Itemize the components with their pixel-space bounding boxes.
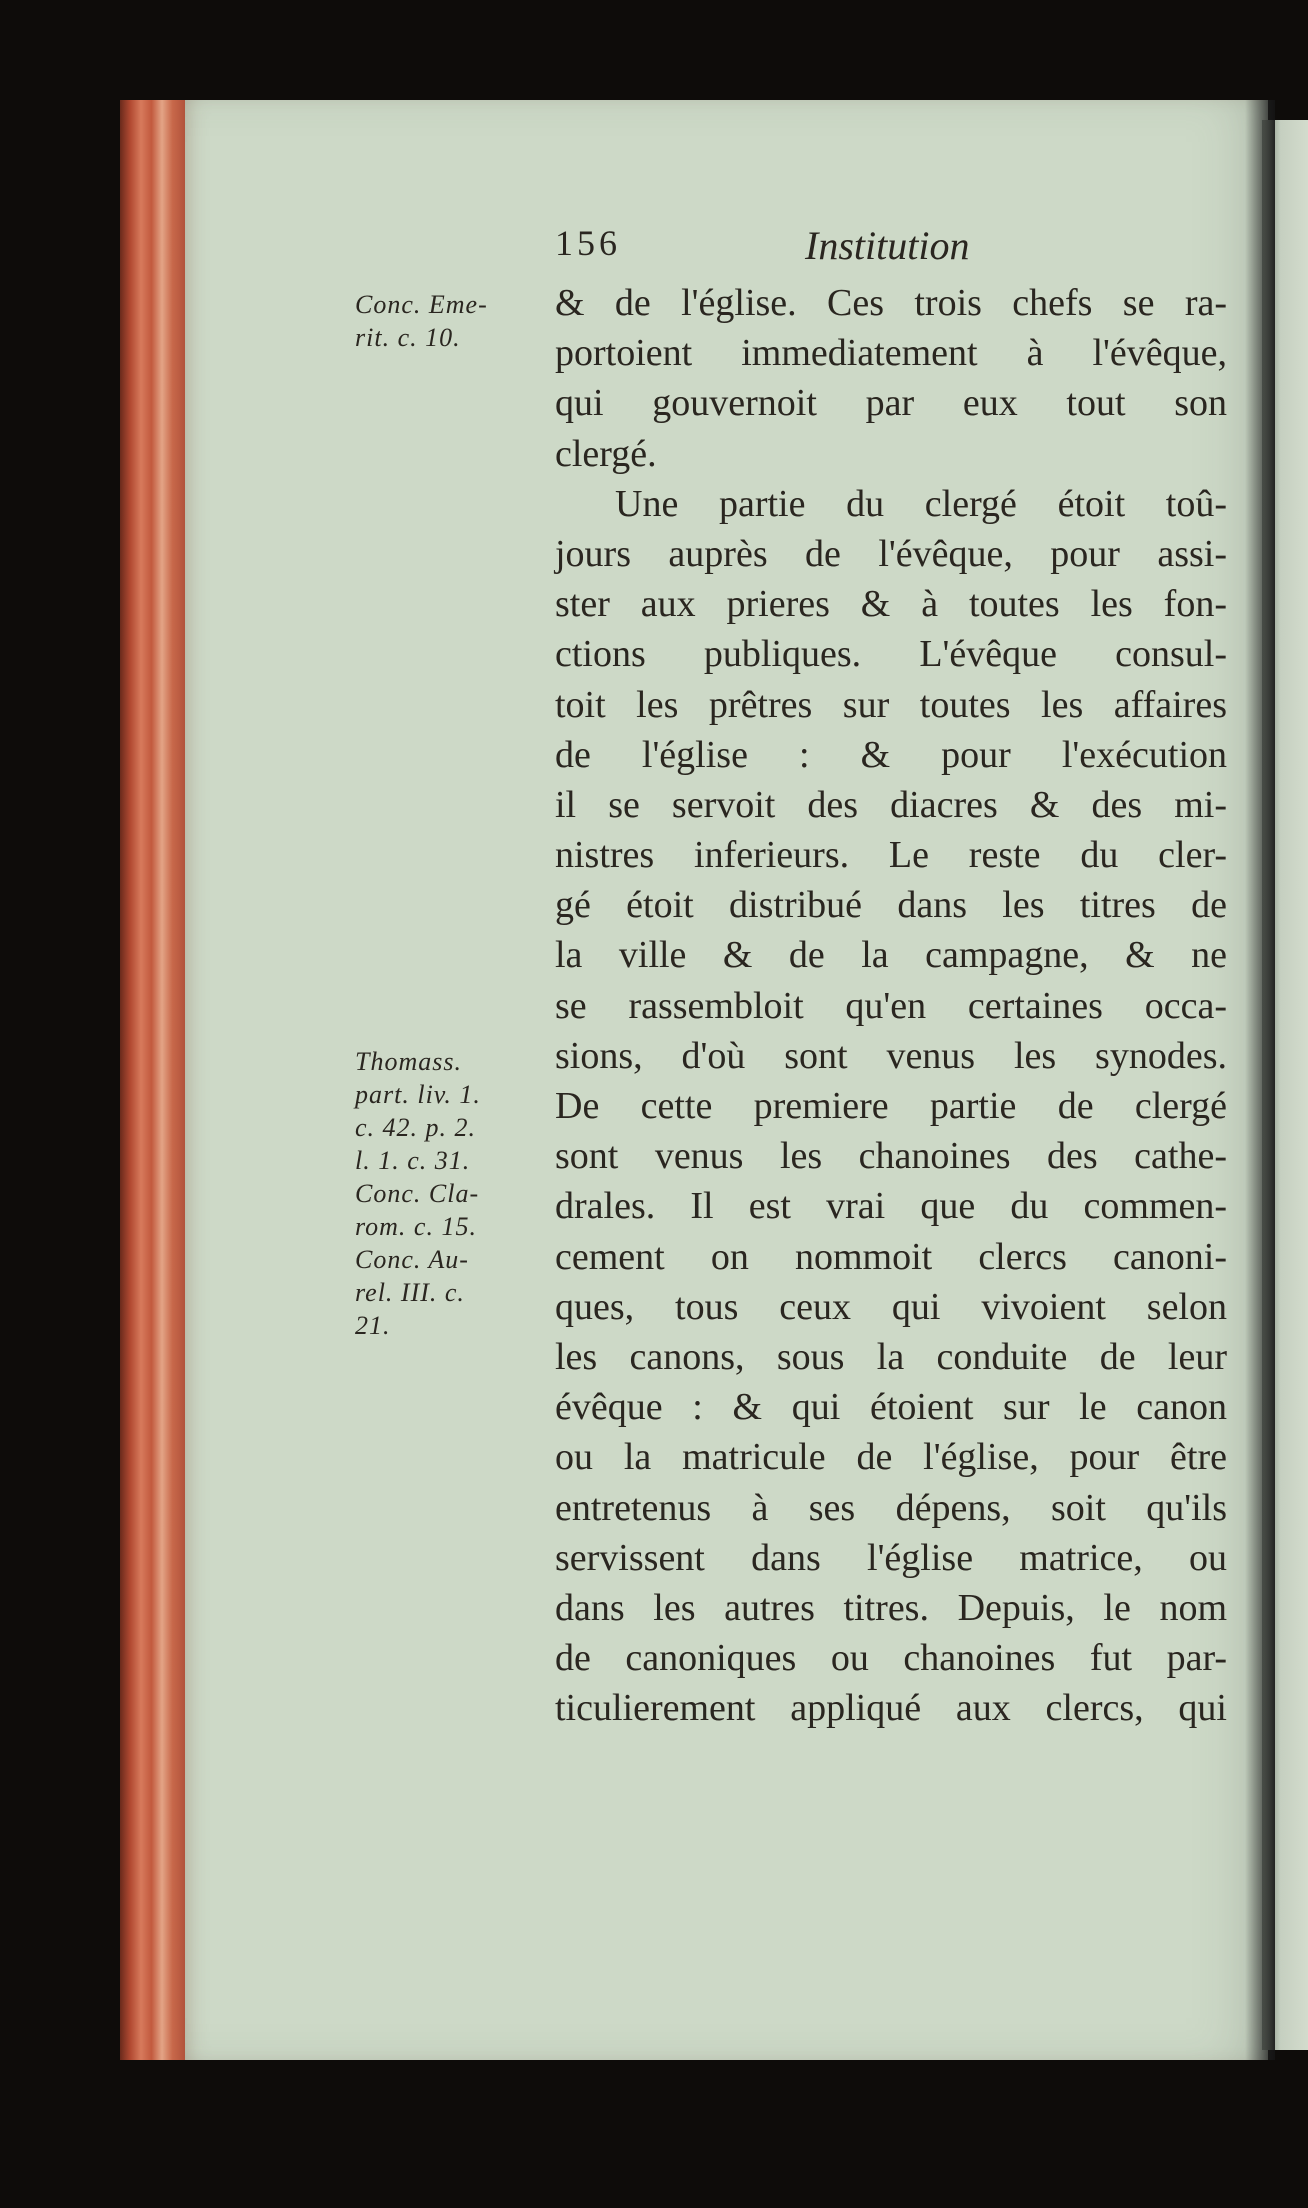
body-line: cement on nommoit clercs canoni- <box>555 1235 1227 1278</box>
body-line: portoient immediatement à l'évêque, <box>555 332 1227 375</box>
gutter-shadow <box>1245 100 1275 2060</box>
body-line: ou la matricule de l'église, pour être <box>555 1436 1227 1479</box>
body-line: servissent dans l'église matrice, ou <box>555 1536 1227 1579</box>
body-line: de canoniques ou chanoines fut par- <box>555 1637 1227 1680</box>
body-line: les canons, sous la conduite de leur <box>555 1335 1227 1378</box>
body-line: clergé. <box>555 432 657 475</box>
margin-note: Conc. Eme- rit. c. 10. <box>355 290 488 352</box>
body-line: & de l'église. Ces trois chefs se ra- <box>555 282 1227 324</box>
body-line: évêque : & qui étoient sur le canon <box>555 1386 1227 1429</box>
body-line: ticulierement appliqué aux clercs, qui <box>555 1687 1227 1730</box>
body-line: qui gouvernoit par eux tout son <box>555 382 1227 425</box>
body-line: De cette premiere partie de clergé <box>555 1085 1227 1127</box>
body-line: ques, tous ceux qui vivoient selon <box>555 1285 1227 1328</box>
body-line: la ville & de la campagne, & ne <box>555 934 1227 977</box>
margin-note-2-block <box>355 1045 550 1342</box>
body-line: sont venus les chanoines des cathe- <box>555 1135 1227 1178</box>
body-text <box>555 278 1227 1733</box>
body-line: dans les autres titres. Depuis, le nom <box>555 1586 1227 1629</box>
body-line: nistres inferieurs. Le reste du cler- <box>555 834 1227 877</box>
body-line: se rassembloit qu'en certaines occa- <box>555 984 1227 1027</box>
body-line: de l'église : & pour l'exécution <box>555 733 1227 776</box>
body-line: jours auprès de l'évêque, pour assi- <box>555 532 1227 575</box>
running-title: Institution <box>805 223 970 268</box>
body-line: ctions publiques. L'évêque consul- <box>555 633 1227 676</box>
body-line: gé étoit distribué dans les titres de <box>555 884 1227 927</box>
margin-note-1-block <box>355 288 550 354</box>
body-line: sions, d'où sont venus les synodes. <box>555 1034 1227 1077</box>
body-line: il se servoit des diacres & des mi- <box>555 783 1227 826</box>
body-line: toit les prêtres sur toutes les affaires <box>555 683 1227 726</box>
body-line: drales. Il est vrai que du commen- <box>555 1185 1227 1228</box>
page-fore-edge <box>120 100 190 2060</box>
body-line: entretenus à ses dépens, soit qu'ils <box>555 1486 1227 1529</box>
body-line: ster aux prieres & à toutes les fon- <box>555 583 1227 626</box>
page-number: 156 <box>555 223 621 263</box>
body-line: Une partie du clergé étoit toû- <box>615 482 1227 525</box>
margin-note: Thomass. part. liv. 1. c. 42. p. 2. l. 1. c. 31. Conc. Cla- rom. c. 15. Conc. Au- rel. III. c. 21. <box>355 1047 481 1340</box>
